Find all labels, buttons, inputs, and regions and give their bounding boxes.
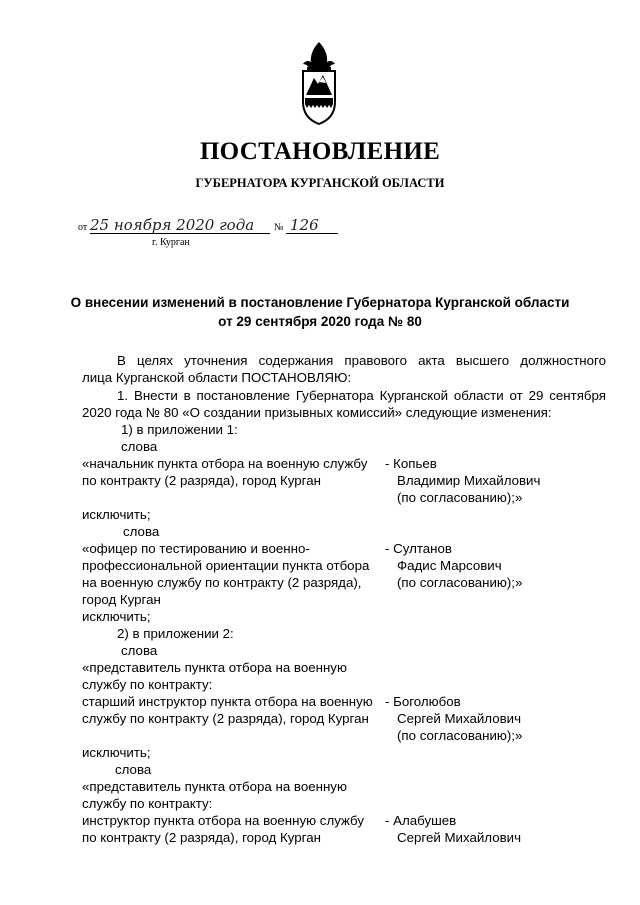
exclude-label: исключить; xyxy=(82,507,151,522)
document-title: ПОСТАНОВЛЕНИЕ xyxy=(199,138,441,165)
paragraph-2-line-2: 2020 года № 80 «О создании призывных комиссий» следующие изменения: xyxy=(82,405,552,420)
entry-2-position-line: город Курган xyxy=(82,592,161,607)
city-name: г. Курган xyxy=(152,237,190,248)
entry-3-position-line: «представитель пункта отбора на военную xyxy=(82,660,347,675)
paragraph-1-line-1: В целях уточнения содержания правового акта высшего должностного xyxy=(117,353,606,368)
heading-line-2: от 29 сентября 2020 года № 80 xyxy=(218,314,422,329)
words-label: слова xyxy=(121,643,158,658)
entry-4-position-line: службу по контракту: xyxy=(82,796,213,811)
entry-3-name-line: Сергей Михайлович xyxy=(397,711,522,726)
paragraph-2-line-1: 1. Внести в постановление Губернатора Курганской области от 29 сентября xyxy=(117,388,606,403)
number-underline xyxy=(286,233,338,234)
entry-1-name-line: - Копьев xyxy=(385,456,437,471)
entry-4-position-line: по контракту (2 разряда), город Курган xyxy=(82,830,321,845)
entry-2-position-line: на военную службу по контракту (2 разряда), xyxy=(82,575,362,590)
document-subtitle: ГУБЕРНАТОРА КУРГАНСКОЙ ОБЛАСТИ xyxy=(195,176,445,190)
date-underline xyxy=(90,233,270,234)
words-label: слова xyxy=(123,524,160,539)
document-heading xyxy=(0,293,640,331)
handwritten-date: 25 ноября 2020 года xyxy=(90,216,255,234)
words-label: слова xyxy=(115,762,152,777)
entry-3-name-line: (по согласованию);» xyxy=(397,728,523,743)
entry-2-name-line: (по согласованию);» xyxy=(397,575,523,590)
exclude-label: исключить; xyxy=(82,745,151,760)
heading-line-1: О внесении изменений в постановление Губернатора Курганской области xyxy=(70,295,570,310)
entry-1-position-line: «начальник пункта отбора на военную службу xyxy=(82,456,368,471)
entry-1-position-line: по контракту (2 разряда), город Курган xyxy=(82,473,321,488)
entry-3-name-line: - Боголюбов xyxy=(385,694,461,709)
entry-4-position-line: «представитель пункта отбора на военную xyxy=(82,779,347,794)
handwritten-number: 126 xyxy=(290,216,319,234)
number-sign: № xyxy=(274,222,284,233)
paragraph-1-line-2: лица Курганской области ПОСТАНОВЛЯЮ: xyxy=(82,370,352,385)
entry-2-position-line: «офицер по тестированию и военно- xyxy=(82,541,310,556)
entry-3-position-line: службу по контракту: xyxy=(82,677,213,692)
date-number-line xyxy=(78,218,348,258)
words-label: слова xyxy=(121,439,158,454)
entry-4-position-line: инструктор пункта отбора на военную службу xyxy=(82,813,365,828)
exclude-label: исключить; xyxy=(82,609,151,624)
entry-1-name-line: (по согласованию);» xyxy=(397,490,523,505)
entry-2-name-line: - Султанов xyxy=(385,541,452,556)
entry-2-position-line: профессиональной ориентации пункта отбора xyxy=(82,558,370,573)
entry-1-name-line: Владимир Михайлович xyxy=(397,473,541,488)
coat-of-arms-emblem xyxy=(300,40,338,126)
entry-3-position-line: старший инструктор пункта отбора на военную xyxy=(82,694,373,709)
entry-4-name-line: Сергей Михайлович xyxy=(397,830,522,845)
entry-2-name-line: Фадис Марсович xyxy=(397,558,502,573)
entry-4-name-line: - Алабушев xyxy=(385,813,457,828)
item-1: 1) в приложении 1: xyxy=(121,422,238,437)
item-2: 2) в приложении 2: xyxy=(117,626,234,641)
entry-3-position-line: службу по контракту (2 разряда), город Курган xyxy=(82,711,369,726)
date-prefix: от xyxy=(78,222,88,233)
